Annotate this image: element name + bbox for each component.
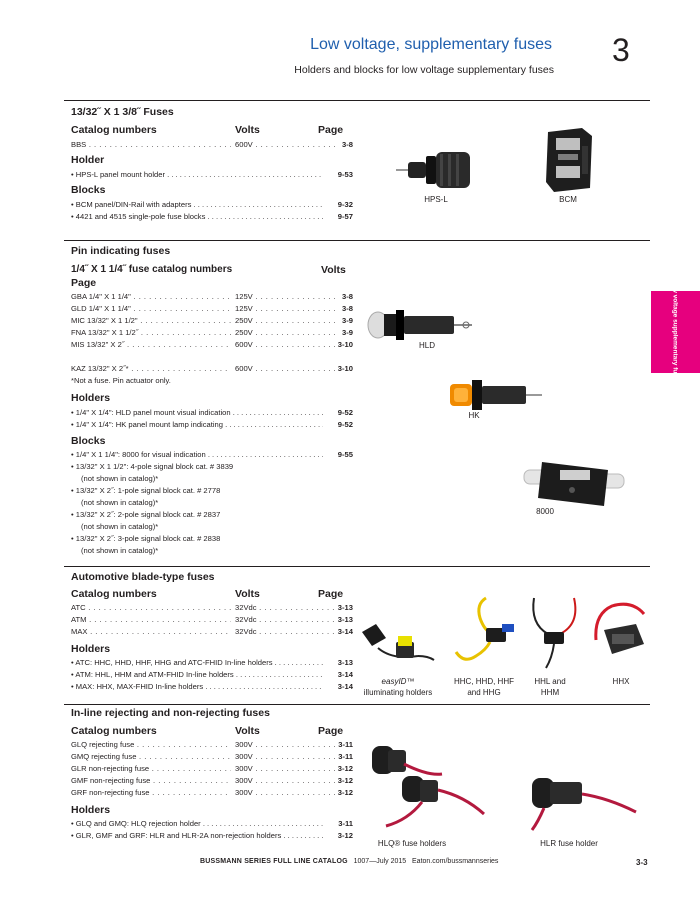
catalog-volts: 250V . . . [235,316,335,325]
hhl-holder-image [526,594,586,672]
section-pin-indicating-fuses [64,240,650,564]
block-page[interactable]: 9-57 [337,212,353,221]
col-page: Page [318,124,344,136]
catalog-volts: 125V . . . [235,292,335,301]
hhx-holder-image [592,600,650,666]
col-catalog-numbers: 1/4˝ X 1 1/4˝ fuse catalog numbers [71,264,233,275]
holder-item [71,658,351,668]
footer-edition: 1007—July 2015 [353,858,407,865]
hhc-holder-image [446,594,522,670]
hhl-caption-line1: HHL and [534,677,566,686]
holder-text: • ATC: HHC, HHD, HHF, HHG and ATC-FHID In-line holders . . . [71,658,323,667]
catalog-name: ATM . . . [71,615,231,624]
blocks-heading: Blocks [71,435,106,447]
hhl-caption [522,676,578,698]
holder-text: • MAX: HHX, MAX-FHID In-line holders . . . [71,682,323,691]
8000-caption: 8000 [536,507,554,516]
catalog-page[interactable]: 3-8 [342,140,353,149]
holders-heading: Holders [71,643,111,655]
catalog-volts: 600V . . . [235,340,335,349]
catalog-name: GLR non-rejecting fuse . . . [71,764,231,773]
catalog-page[interactable]: 3-10 [337,364,353,373]
catalog-volts: 125V . . . [235,304,335,313]
hlr-caption: HLR fuse holder [540,839,598,848]
section-rule [64,704,650,705]
side-tab-label: Low voltage supplementary fuses [671,279,679,385]
catalog-page[interactable]: 3-12 [337,764,353,773]
hlq-caption: HLQ® fuse holders [377,839,447,848]
hps-l-caption: HPS-L [424,195,448,204]
catalog-name: GMQ rejecting fuse . . . [71,752,231,761]
holder-page[interactable]: 3-13 [337,658,353,667]
hld-caption: HLD [418,341,435,350]
catalog-volts: 300V . . . [235,788,335,797]
col-catalog-numbers: Catalog numbers [71,124,157,136]
catalog-volts: 300V . . . [235,764,335,773]
easyid-caption-line2: illuminating holders [363,688,433,697]
catalog-page[interactable]: 3-9 [342,316,353,325]
block-note: (not shown in catalog)* [81,474,159,483]
catalog-volts: 300V . . . [235,776,335,785]
catalog-name: ATC . . . [71,603,231,612]
col-volts: Volts [321,264,346,276]
section-side-tab[interactable] [651,279,700,385]
block-item [71,200,351,210]
holder-page[interactable]: 9-52 [337,408,353,417]
col-catalog-numbers: Catalog numbers [71,725,157,737]
footer-catalog: BUSSMANN SERIES FULL LINE CATALOG [200,858,348,865]
section-title: Automotive blade-type fuses [71,571,215,583]
page-title: Low voltage, supplementary fuses [310,36,552,53]
holder-text: • 1/4" X 1/4": HK panel mount lamp indicating . . . [71,420,323,429]
catalog-name: MAX . . . [71,627,231,636]
catalog-page[interactable]: 3-9 [342,328,353,337]
catalog-volts: 32Vdc . . . [235,603,335,612]
catalog-name: MIS 13/32" X 2˝ . . . [71,340,231,349]
footer [200,858,498,865]
block-note: • 13/32" X 2˝: 2-pole signal block cat. # 2837 [71,510,221,519]
holder-page[interactable]: 9-52 [337,420,353,429]
block-note: (not shown in catalog)* [81,498,159,507]
easyid-caption [358,676,438,698]
hlr-holder-image [528,772,640,836]
block-note: • 13/32" X 2˝: 1-pole signal block cat. # 2778 [71,486,221,495]
catalog-name: GBA 1/4" X 1 1/4" . . . [71,292,231,301]
holder-text: • GLR, GMF and GRF: HLR and HLR-2A non-rejection holders . . . [71,831,323,840]
block-item [71,450,351,460]
catalog-page[interactable]: 3-10 [337,340,353,349]
chapter-number: 3 [612,32,630,68]
holders-heading: Holders [71,804,111,816]
catalog-volts: 300V . . . [235,740,335,749]
catalog-volts: 600V . . . [235,364,335,373]
block-note: (not shown in catalog)* [81,522,159,531]
catalog-page[interactable]: 3-12 [337,788,353,797]
catalog-name: GLQ rejecting fuse . . . [71,740,231,749]
catalog-name: FNA 13/32" X 1 1/2˝ . . . [71,328,231,337]
catalog-volts: 250V . . . [235,328,335,337]
holder-item [71,682,351,692]
col-volts: Volts [235,588,260,600]
hk-caption: HK [468,411,480,420]
holder-item [71,170,351,180]
block-note: • 13/32" X 1 1/2": 4-pole signal block cat. # 3839 [71,462,234,471]
catalog-volts: 600V . . . [235,140,335,149]
hlq-holder-image [368,740,488,836]
holder-page[interactable]: 3-14 [337,682,353,691]
holder-text: • HPS-L panel mount holder . . . [71,170,323,179]
block-text: • 4421 and 4515 single-pole fuse blocks . . . [71,212,323,221]
block-text: • 1/4" X 1 1/4": 8000 for visual indication . . . [71,450,323,459]
col-volts: Volts [235,725,260,737]
easyid-holder-image [358,620,438,672]
holder-item [71,408,351,418]
col-page: Page [318,588,344,600]
catalog-volts: 32Vdc . . . [235,615,335,624]
catalog-volts: 32Vdc . . . [235,627,335,636]
easyid-caption-line1: easyID™ [381,677,415,686]
holder-page[interactable]: 3-11 [338,819,353,828]
section-rule [64,100,650,101]
blocks-heading: Blocks [71,184,106,196]
catalog-page[interactable]: 3-13 [337,615,353,624]
hhc-caption [448,676,520,698]
hps-l-holder-image [396,148,476,192]
holder-text: • ATM: HHL, HHM and ATM-FHID In-line holders . . . [71,670,323,679]
holder-item [71,819,351,829]
footer-page-number: 3-3 [636,858,648,867]
catalog-page[interactable]: 3-11 [338,740,353,749]
block-page[interactable]: 9-32 [337,200,353,209]
section-rule [64,240,650,241]
holder-heading: Holder [71,154,105,166]
catalog-name: GLD 1/4" X 1 1/4" . . . [71,304,231,313]
col-page: Page [318,725,344,737]
catalog-name: BBS . . . [71,140,231,149]
holder-page[interactable]: 3-14 [337,670,353,679]
footnote: *Not a fuse. Pin actuator only. [71,376,171,385]
holder-item [71,670,351,680]
catalog-page[interactable]: 3-8 [342,304,353,313]
block-item [71,212,351,222]
bcm-caption: BCM [559,195,577,204]
catalog-page[interactable]: 3-11 [338,752,353,761]
catalog-name: GRF non-rejecting fuse . . . [71,788,231,797]
catalog-page[interactable]: 3-12 [337,776,353,785]
holder-page[interactable]: 9-53 [337,170,353,179]
holder-item [71,831,351,841]
section-title: 13/32˝ X 1 3/8˝ Fuses [71,106,174,118]
bcm-block-image [542,128,596,192]
catalog-volts: 300V . . . [235,752,335,761]
holder-item [71,420,351,430]
holder-text: • GLQ and GMQ: HLQ rejection holder . . . [71,819,323,828]
section-title: Pin indicating fuses [71,245,171,257]
section-rule [64,566,650,567]
block-note: • 13/32" X 2˝: 3-pole signal block cat. # 2838 [71,534,221,543]
block-text: • BCM panel/DIN-Rail with adapters . . . [71,200,323,209]
hhc-caption-line2: and HHG [467,688,501,697]
hhc-caption-line1: HHC, HHD, HHF [454,677,514,686]
col-catalog-numbers: Catalog numbers [71,588,157,600]
catalog-page[interactable]: 3-14 [337,627,353,636]
holders-heading: Holders [71,392,111,404]
8000-block-image [520,452,630,508]
catalog-name: MIC 13/32" X 1 1/2" . . . [71,316,231,325]
catalog-name: KAZ 13/32" X 2˝* . . . [71,364,231,373]
hhl-caption-line2: HHM [540,688,560,697]
hk-holder-image [448,376,544,412]
block-note: (not shown in catalog)* [81,546,159,555]
holder-page[interactable]: 3-12 [337,831,353,840]
page-subtitle: Holders and blocks for low voltage supplementary fuses [294,64,554,76]
section-title: In-line rejecting and non-rejecting fuses [71,707,270,719]
hhx-caption: HHX [612,677,630,686]
col-page: Page [71,277,97,289]
footer-url[interactable]: Eaton.com/bussmannseries [412,858,499,865]
col-volts: Volts [235,124,260,136]
catalog-page[interactable]: 3-13 [337,603,353,612]
block-page[interactable]: 9-55 [337,450,353,459]
hld-holder-image [366,306,476,344]
holder-text: • 1/4" X 1/4": HLD panel mount visual indication . . . [71,408,323,417]
catalog-page[interactable]: 3-8 [342,292,353,301]
catalog-name: GMF non-rejecting fuse . . . [71,776,231,785]
